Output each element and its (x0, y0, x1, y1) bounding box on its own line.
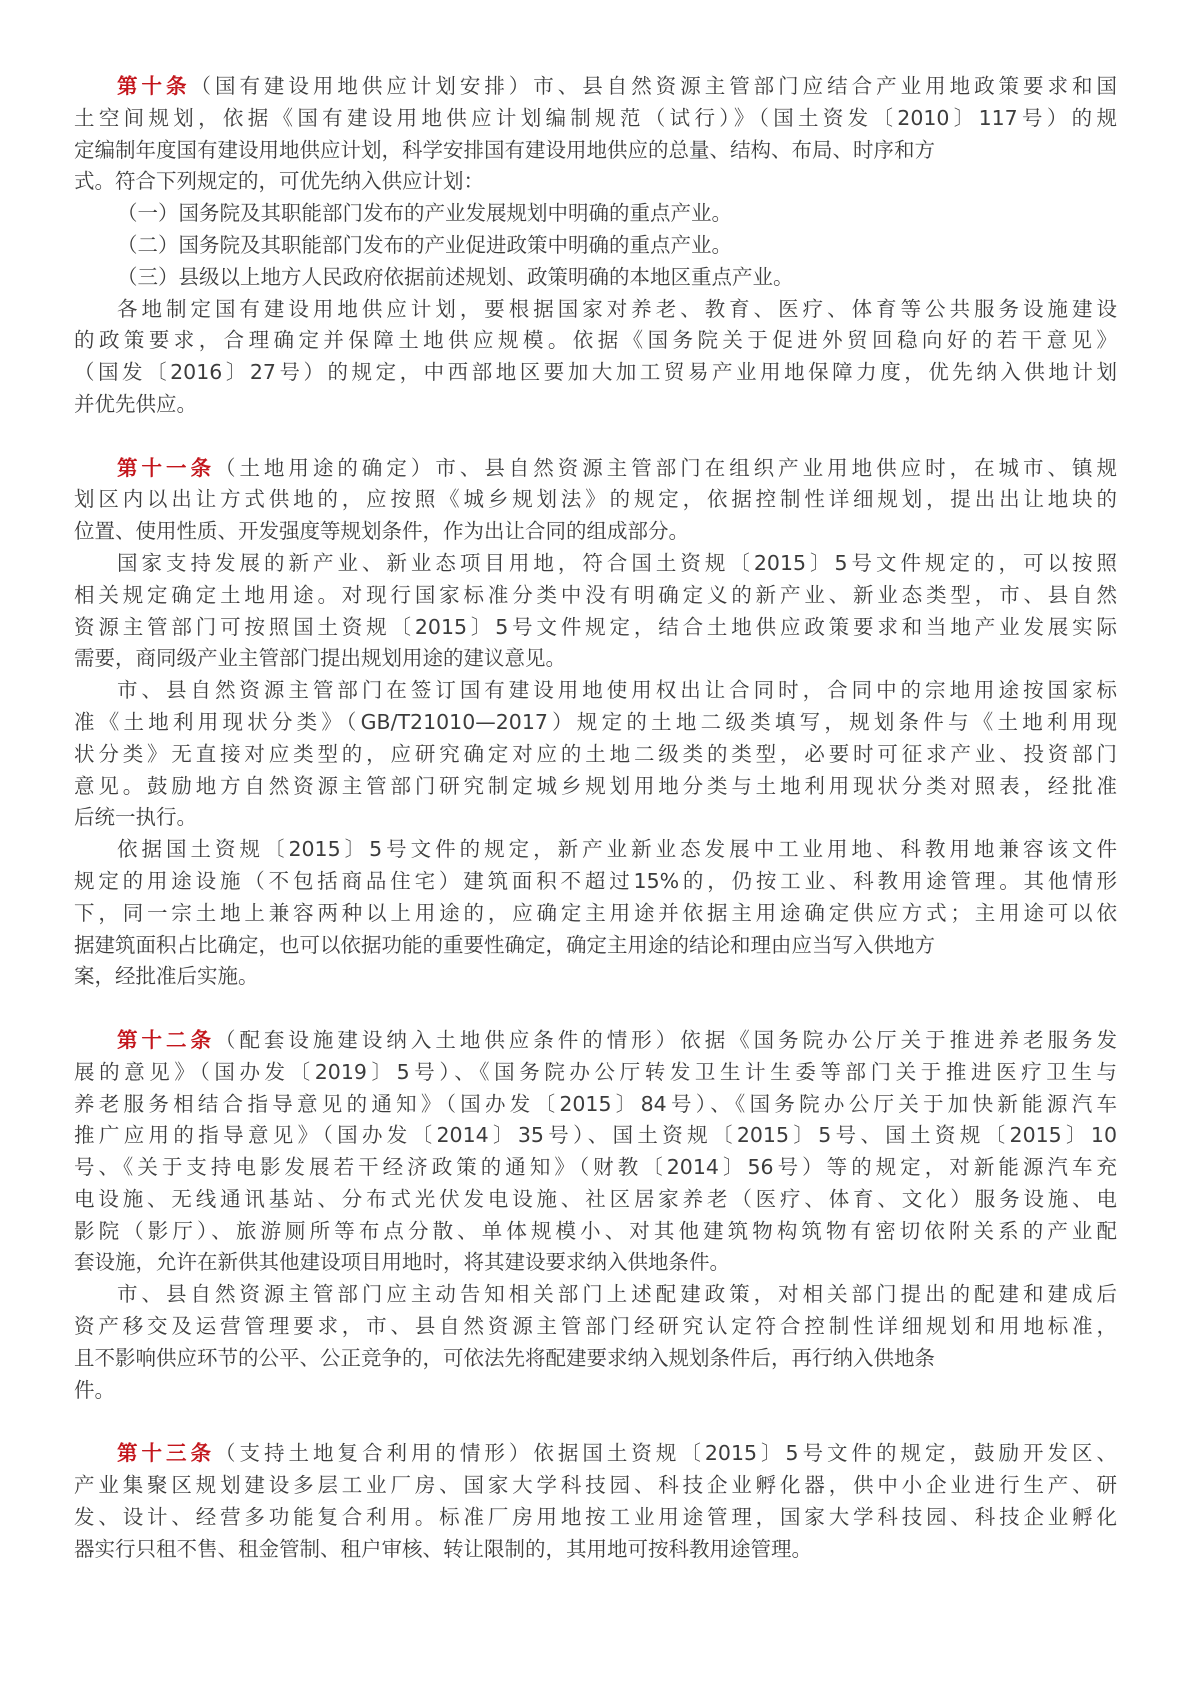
text-line (74, 71, 1117, 103)
text-line (74, 453, 1117, 485)
text-line (74, 262, 1117, 294)
text-line (74, 357, 1117, 389)
text-line (74, 1375, 1117, 1407)
line-text: 位置、使用性质、开发强度等规划条件，作为出让合同的组成部分。 (74, 519, 689, 544)
text-line (74, 834, 1117, 866)
text-line (74, 294, 1117, 326)
text-line (74, 389, 1117, 421)
paragraph (74, 1025, 1117, 1279)
line-text: 各地制定国有建设用地供应计划，要根据国家对养老、教育、医疗、体育等公共服务设施建设 (117, 296, 1117, 321)
text-line (74, 643, 1117, 675)
line-text: 资产移交及运营管理要求，市、县自然资源主管部门经研究认定符合控制性详细规划和用地标准， (74, 1314, 1117, 1339)
line-text: 依据国土资规〔2015〕5号文件的规定，新产业新业态发展中工业用地、科教用地兼容该文件 (117, 837, 1117, 862)
line-text: 并优先供应。 (74, 391, 197, 416)
text-line (74, 961, 1117, 993)
text-line (74, 802, 1117, 834)
text-line (74, 1438, 1117, 1470)
line-text: （国发〔2016〕27号）的规定，中西部地区要加大加工贸易产业用地保障力度，优先纳入供地计划 (74, 360, 1117, 385)
line-text: （一）国务院及其职能部门发布的产业发展规划中明确的重点产业。 (117, 201, 732, 226)
text-line (74, 1025, 1117, 1057)
text-line (74, 771, 1117, 803)
text-line (74, 166, 1117, 198)
line-text: 电设施、无线通讯基站、分布式光伏发电设施、社区居家养老（医疗、体育、文化）服务设施、电 (74, 1186, 1117, 1211)
paragraph (74, 1438, 1117, 1565)
line-text: （二）国务院及其职能部门发布的产业促进政策中明确的重点产业。 (117, 232, 732, 257)
article-section (74, 453, 1117, 994)
text-line (74, 898, 1117, 930)
text-line (74, 739, 1117, 771)
article-section (74, 1025, 1117, 1407)
text-line (74, 580, 1117, 612)
line-text: 影院（影厅）、旅游厕所等布点分散、单体规模小、对其他建筑物构筑物有密切依附关系的产业配 (74, 1218, 1117, 1243)
line-text: 市、县自然资源主管部门在签订国有建设用地使用权出让合同时，合同中的宗地用途按国家标 (117, 678, 1117, 703)
text-line (74, 675, 1117, 707)
line-text: 推广应用的指导意见》（国办发〔2014〕35号）、国土资规〔2015〕5号、国土资规〔2015〕10 (74, 1123, 1117, 1148)
line-text: 后统一执行。 (74, 805, 197, 830)
article-label: 第十二条 (117, 1027, 215, 1052)
text-line (74, 1311, 1117, 1343)
line-text: （支持土地复合利用的情形）依据国土资规〔2015〕5号文件的规定，鼓励开发区、 (214, 1441, 1117, 1466)
text-line (74, 1279, 1117, 1311)
line-text: 下，同一宗土地上兼容两种以上用途的，应确定主用途并依据主用途确定供应方式；主用途可以依 (74, 900, 1117, 925)
text-line (74, 1120, 1117, 1152)
paragraph (74, 71, 1117, 198)
paragraph (74, 198, 1117, 230)
line-text: 准《土地利用现状分类》（GB/T21010—2017）规定的土地二级类填写，规划条件与《土地利用现 (74, 709, 1117, 734)
line-text: 土空间规划，依据《国有建设用地供应计划编制规范（试行）》（国土资发〔2010〕117号）的规 (74, 105, 1117, 130)
paragraph (74, 453, 1117, 548)
text-line (74, 484, 1117, 516)
text-line (74, 930, 1117, 962)
text-line (74, 1184, 1117, 1216)
line-text: 件。 (74, 1377, 115, 1402)
article-label: 第十三条 (117, 1441, 215, 1466)
text-line (74, 198, 1117, 230)
text-line (74, 103, 1117, 135)
line-text: 养老服务相结合指导意见的通知》（国办发〔2015〕84号）、《国务院办公厅关于加快新能源汽车 (74, 1091, 1117, 1116)
line-text: 规定的用途设施（不包括商品住宅）建筑面积不超过15%的，仍按工业、科教用途管理。其他情形 (74, 868, 1117, 893)
article-section (74, 71, 1117, 421)
text-line (74, 1089, 1117, 1121)
text-line (74, 548, 1117, 580)
text-line (74, 135, 1117, 167)
paragraph (74, 294, 1117, 421)
article-section (74, 1438, 1117, 1565)
article-label: 第十条 (117, 74, 191, 98)
text-line (74, 1057, 1117, 1089)
text-line (74, 1247, 1117, 1279)
paragraph (74, 1279, 1117, 1406)
text-line (74, 230, 1117, 262)
line-text: 国家支持发展的新产业、新业态项目用地，符合国土资规〔2015〕5号文件规定的，可以按照 (117, 550, 1117, 575)
line-text: 且不影响供应环节的公平、公正竞争的，可依法先将配建要求纳入规划条件后，再行纳入供地条 (74, 1345, 935, 1370)
text-line (74, 1534, 1117, 1566)
text-line (74, 707, 1117, 739)
text-line (74, 1152, 1117, 1184)
line-text: 展的意见》（国办发〔2019〕5号）、《国务院办公厅转发卫生计生委等部门关于推进医疗卫生与 (74, 1059, 1117, 1084)
line-text: 器实行只租不售、租金管制、租户审核、转让限制的，其用地可按科教用途管理。 (74, 1536, 812, 1561)
line-text: 资源主管部门可按照国土资规〔2015〕5号文件规定，结合土地供应政策要求和当地产业发展实际 (74, 614, 1117, 639)
line-text: 案，经批准后实施。 (74, 964, 259, 989)
line-text: 市、县自然资源主管部门应主动告知相关部门上述配建政策，对相关部门提出的配建和建成后 (117, 1282, 1117, 1307)
paragraph (74, 548, 1117, 675)
text-line (74, 1502, 1117, 1534)
article-label: 第十一条 (117, 455, 215, 480)
line-text: 号、《关于支持电影发展若干经济政策的通知》（财教〔2014〕56号）等的规定，对新能源汽车充 (74, 1155, 1117, 1180)
text-line (74, 1216, 1117, 1248)
line-text: （三）县级以上地方人民政府依据前述规划、政策明确的本地区重点产业。 (117, 264, 794, 289)
line-text: （配套设施建设纳入土地供应条件的情形）依据《国务院办公厅关于推进养老服务发 (214, 1027, 1118, 1052)
line-text: 发、设计、经营多功能复合利用。标准厂房用地按工业用途管理，国家大学科技园、科技企业孵化 (74, 1504, 1117, 1529)
line-text: 产业集聚区规划建设多层工业厂房、国家大学科技园、科技企业孵化器，供中小企业进行生产、研 (74, 1473, 1117, 1498)
line-text: （国有建设用地供应计划安排）市、县自然资源主管部门应结合产业用地政策要求和国 (190, 74, 1118, 98)
text-line (74, 325, 1117, 357)
text-line (74, 516, 1117, 548)
text-line (74, 1343, 1117, 1375)
line-text: 式。符合下列规定的，可优先纳入供应计划： (74, 169, 484, 194)
line-text: 意见。鼓励地方自然资源主管部门研究制定城乡规划用地分类与土地利用现状分类对照表，经批准 (74, 773, 1117, 798)
line-text: （土地用途的确定）市、县自然资源主管部门在组织产业用地供应时，在城市、镇规 (214, 455, 1118, 480)
line-text: 需要，商同级产业主管部门提出规划用途的建议意见。 (74, 646, 566, 671)
line-text: 的政策要求，合理确定并保障土地供应规模。依据《国务院关于促进外贸回稳向好的若干意见》 (74, 328, 1117, 353)
paragraph (74, 230, 1117, 262)
line-text: 相关规定确定土地用途。对现行国家标准分类中没有明确定义的新产业、新业态类型，市、县自然 (74, 582, 1117, 607)
line-text: 套设施，允许在新供其他建设项目用地时，将其建设要求纳入供地条件。 (74, 1250, 730, 1275)
text-line (74, 612, 1117, 644)
text-line (74, 1470, 1117, 1502)
paragraph (74, 834, 1117, 993)
line-text: 划区内以出让方式供地的，应按照《城乡规划法》的规定，依据控制性详细规划，提出出让地块的 (74, 487, 1117, 512)
line-text: 定编制年度国有建设用地供应计划，科学安排国有建设用地供应的总量、结构、布局、时序和方 (74, 137, 935, 162)
paragraph (74, 262, 1117, 294)
line-text: 据建筑面积占比确定，也可以依据功能的重要性确定，确定主用途的结论和理由应当写入供地方 (74, 932, 935, 957)
line-text: 状分类》无直接对应类型的，应研究确定对应的土地二级类的类型，必要时可征求产业、投资部门 (74, 741, 1117, 766)
text-line (74, 866, 1117, 898)
paragraph (74, 675, 1117, 834)
